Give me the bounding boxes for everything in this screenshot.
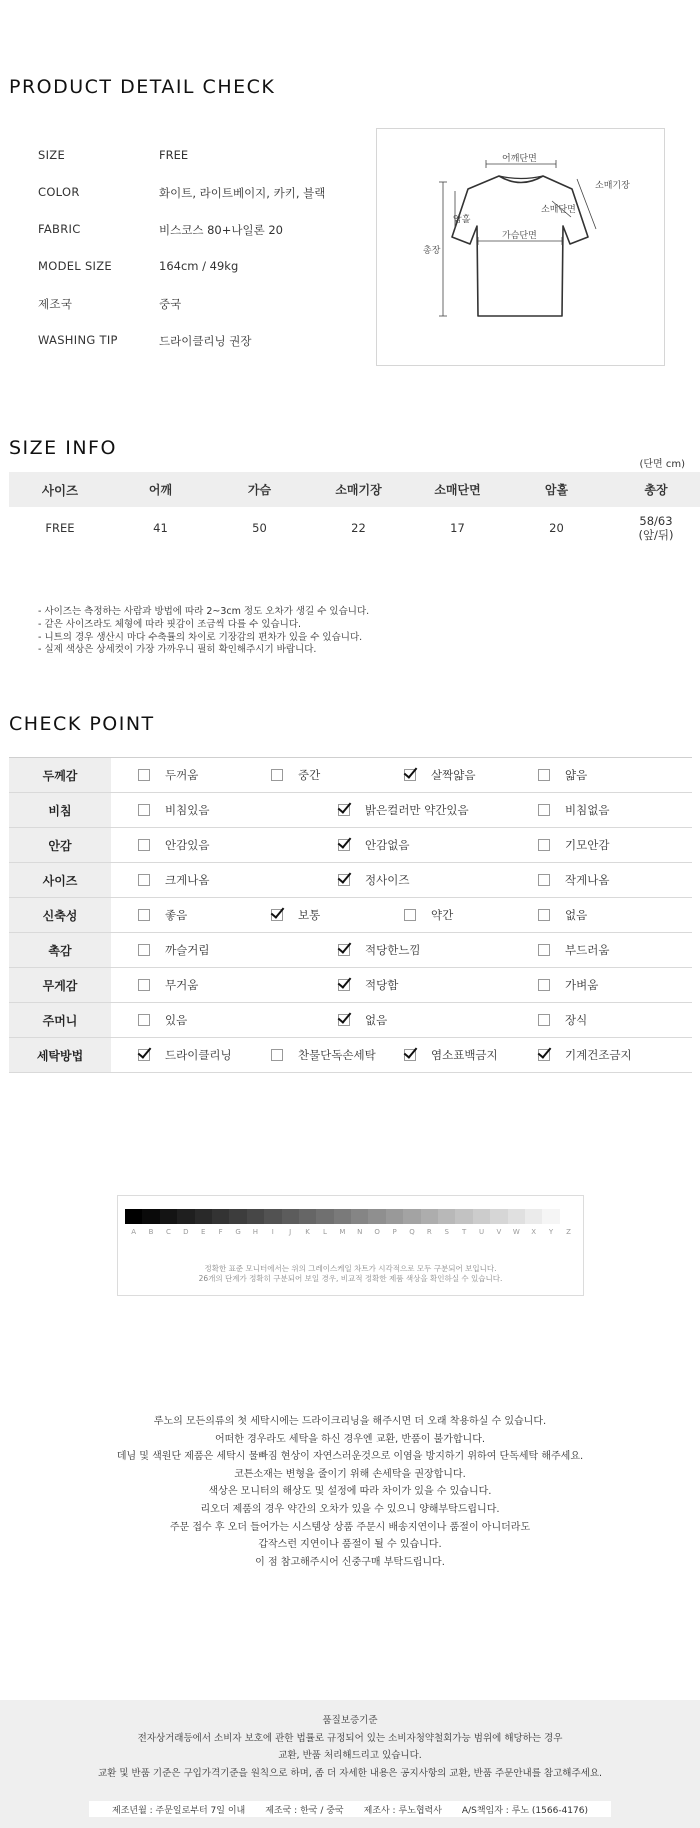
- grayscale-letter: M: [339, 1228, 346, 1236]
- check-row-washing: [9, 1038, 692, 1073]
- grayscale-letter: R: [426, 1228, 432, 1236]
- size-note: - 니트의 경우 생산시 마다 수축률의 차이로 기장감의 편차가 있을 수 있습니다.: [38, 631, 363, 643]
- check-option[interactable]: 무거움: [138, 977, 198, 993]
- care-line: 갑작스런 지연이나 품절이 될 수 있습니다.: [258, 1539, 442, 1551]
- check-option[interactable]: 찬물단독손세탁: [271, 1047, 376, 1063]
- grayscale-letter: V: [496, 1228, 502, 1236]
- size-header-sleeve-width: 소매단면: [408, 472, 507, 507]
- checkbox-checked[interactable]: [338, 804, 350, 816]
- checkbox-checked[interactable]: [271, 909, 283, 921]
- size-header-sleeve-length: 소매기장: [309, 472, 408, 507]
- grayscale-letter: Z: [566, 1228, 571, 1236]
- spec-label-color: COLOR: [38, 185, 80, 199]
- size-note: - 같은 사이즈라도 체형에 따라 핏감이 조금씩 다를 수 있습니다.: [38, 618, 302, 630]
- grayscale-swatch: [334, 1209, 351, 1224]
- check-option[interactable]: 비침있음: [138, 802, 209, 818]
- size-info-title: SIZE INFO: [9, 437, 117, 459]
- check-row-texture: [9, 933, 692, 968]
- tshirt-outline-icon: [377, 129, 664, 365]
- diagram-label-length: 총장: [423, 246, 441, 256]
- grayscale-swatch: [247, 1209, 264, 1224]
- checkbox-checked[interactable]: [138, 1049, 150, 1061]
- grayscale-letter: H: [252, 1228, 259, 1236]
- check-option[interactable]: 장식: [538, 1012, 587, 1028]
- care-line: 데님 및 색원단 제품은 세탁시 물빠짐 현상이 자연스러운것으로 이염을 방지하기 위하여 단독세탁 해주세요.: [116, 1451, 584, 1463]
- grayscale-letter: N: [357, 1228, 363, 1236]
- check-row-pocket: [9, 1003, 692, 1038]
- check-option[interactable]: 두꺼움: [138, 767, 198, 783]
- check-option[interactable]: 크게나옴: [138, 872, 209, 888]
- grayscale-note: 26개의 단계가 정확히 구분되어 보일 경우, 비교적 정확한 제품 색상을 확인하실 수 있습니다.: [198, 1274, 503, 1283]
- size-unit-note: (단면 cm): [639, 459, 685, 470]
- check-option[interactable]: 정사이즈: [338, 872, 409, 888]
- grayscale-swatch: [386, 1209, 403, 1224]
- grayscale-letter: T: [461, 1228, 467, 1236]
- product-detail-title: PRODUCT DETAIL CHECK: [9, 76, 276, 98]
- checkbox[interactable]: [538, 979, 550, 991]
- size-note: - 사이즈는 측정하는 사람과 방법에 따라 2~3cm 정도 오차가 생길 수 있습니다.: [38, 606, 370, 617]
- size-cell-sleeve-length: 22: [351, 521, 366, 535]
- spec-label-model-size: MODEL SIZE: [38, 259, 112, 273]
- check-option[interactable]: 살짝얇음: [404, 767, 475, 783]
- spec-value-size: FREE: [159, 148, 189, 162]
- checkbox[interactable]: [138, 1014, 150, 1026]
- checkbox[interactable]: [538, 769, 550, 781]
- checkbox-checked[interactable]: [338, 874, 350, 886]
- checkbox-checked[interactable]: [338, 839, 350, 851]
- grayscale-swatch: [160, 1209, 177, 1224]
- check-option[interactable]: 기모안감: [538, 837, 609, 853]
- size-table: [9, 472, 700, 549]
- grayscale-note: 정확한 표준 모니터에서는 위의 그레이스케일 차트가 시각적으로 모두 구분되어 보입니다.: [204, 1264, 497, 1273]
- grayscale-letter: O: [374, 1228, 380, 1236]
- check-option[interactable]: 작게나옴: [538, 872, 609, 888]
- footer-info-bar: [89, 1801, 611, 1817]
- grayscale-swatch: [438, 1209, 455, 1224]
- checkbox[interactable]: [138, 804, 150, 816]
- grayscale-swatch: [508, 1209, 525, 1224]
- grayscale-swatch: [421, 1209, 438, 1224]
- grayscale-letter: X: [531, 1228, 537, 1236]
- tshirt-diagram: [376, 128, 665, 366]
- grayscale-letter: C: [166, 1228, 171, 1236]
- size-cell-sleeve-width: 17: [450, 521, 465, 535]
- size-header-chest: 가슴: [210, 472, 309, 507]
- check-row-label: 세탁방법: [9, 1038, 111, 1073]
- grayscale-swatch: [212, 1209, 229, 1224]
- grayscale-letter: W: [512, 1228, 520, 1236]
- check-row-label: 사이즈: [9, 863, 111, 898]
- check-point-table: [9, 757, 692, 1073]
- checkbox[interactable]: [138, 874, 150, 886]
- check-option[interactable]: 얇음: [538, 767, 587, 783]
- grayscale-swatch: [125, 1209, 142, 1224]
- checkbox[interactable]: [138, 909, 150, 921]
- check-option[interactable]: 안감있음: [138, 837, 209, 853]
- check-row-weight: [9, 968, 692, 1003]
- checkbox[interactable]: [404, 909, 416, 921]
- table-row: [9, 507, 700, 549]
- care-line: 색상은 모니터의 해상도 및 설정에 따라 차이가 있을 수 있습니다.: [208, 1486, 492, 1498]
- grayscale-swatch: [455, 1209, 472, 1224]
- check-option[interactable]: 보통: [271, 907, 320, 923]
- checkbox[interactable]: [271, 769, 283, 781]
- check-option[interactable]: 안감없음: [338, 837, 409, 853]
- check-option[interactable]: 없음: [538, 907, 587, 923]
- diagram-label-chest: 가슴단면: [502, 231, 537, 241]
- footer-line: 교환 및 반품 기준은 구입가격기준을 원칙으로 하며, 좀 더 자세한 내용은 공지사항의 교환, 반품 주문안내를 참고해주세요.: [97, 1767, 603, 1779]
- grayscale-letter: K: [305, 1228, 310, 1236]
- grayscale-bar: [125, 1209, 577, 1224]
- spec-label-fabric: FABRIC: [38, 222, 81, 236]
- grayscale-letter: E: [201, 1228, 206, 1236]
- diagram-label-armhole: 암홀: [453, 215, 471, 225]
- quality-guarantee-footer: [0, 1700, 700, 1828]
- check-row-label: 안감: [9, 828, 111, 863]
- grayscale-chart: [117, 1195, 584, 1296]
- grayscale-swatch: [299, 1209, 316, 1224]
- spec-value-origin: 중국: [159, 297, 182, 311]
- diagram-label-sleeve-width: 소매단면: [541, 205, 576, 215]
- checkbox-checked[interactable]: [538, 1049, 550, 1061]
- size-cell-length-note: (앞/뒤): [638, 528, 674, 542]
- check-option[interactable]: 비침없음: [538, 802, 609, 818]
- grayscale-letter: Q: [409, 1228, 415, 1236]
- checkbox[interactable]: [138, 979, 150, 991]
- diagram-label-sleeve-length: 소매기장: [595, 181, 630, 191]
- checkbox[interactable]: [538, 1014, 550, 1026]
- checkbox-checked[interactable]: [338, 1014, 350, 1026]
- check-row-sheerness: [9, 793, 692, 828]
- care-line: 주문 접수 후 오더 들어가는 시스템상 상품 주문시 배송지연이나 품절이 아니더라도: [169, 1521, 531, 1533]
- spec-label-size: SIZE: [38, 148, 66, 162]
- footer-origin: 제조국 : 한국 / 중국: [265, 1805, 344, 1816]
- grayscale-swatch: [195, 1209, 212, 1224]
- care-line: 코튼소재는 변형을 줄이기 위해 손세탁을 권장합니다.: [234, 1468, 466, 1480]
- grayscale-letter: I: [271, 1228, 274, 1236]
- size-cell-length-value: 58/63: [639, 514, 673, 528]
- grayscale-swatch: [473, 1209, 490, 1224]
- check-option[interactable]: 적당함: [338, 977, 398, 993]
- checkbox-checked[interactable]: [404, 1049, 416, 1061]
- spec-label-washing-tip: WASHING TIP: [38, 333, 118, 347]
- check-row-label: 주머니: [9, 1003, 111, 1038]
- grayscale-letter: L: [323, 1228, 327, 1236]
- grayscale-letter: D: [183, 1228, 189, 1236]
- size-header-armhole: 암홀: [507, 472, 606, 507]
- check-option[interactable]: 없음: [338, 1012, 387, 1028]
- size-header-length: 총장: [606, 472, 700, 507]
- size-header-size: 사이즈: [9, 472, 111, 507]
- checkbox[interactable]: [271, 1049, 283, 1061]
- checkbox[interactable]: [538, 909, 550, 921]
- size-cell-armhole: 20: [549, 521, 564, 535]
- checkbox[interactable]: [538, 874, 550, 886]
- grayscale-swatch: [525, 1209, 542, 1224]
- spec-value-color: 화이트, 라이트베이지, 카키, 블랙: [159, 186, 326, 200]
- size-cell-chest: 50: [252, 521, 267, 535]
- grayscale-swatch: [177, 1209, 194, 1224]
- grayscale-swatch: [403, 1209, 420, 1224]
- grayscale-swatch: [282, 1209, 299, 1224]
- checkbox[interactable]: [138, 839, 150, 851]
- grayscale-letter: U: [478, 1228, 485, 1236]
- checkbox[interactable]: [538, 839, 550, 851]
- size-note: - 실제 색상은 상세컷이 가장 가까우니 필히 확인해주시기 바랍니다.: [38, 644, 317, 656]
- checkbox-checked[interactable]: [338, 979, 350, 991]
- check-option[interactable]: 드라이클리닝: [138, 1047, 232, 1063]
- check-option[interactable]: 염소표백금지: [404, 1047, 498, 1063]
- spec-label-origin: 제조국: [38, 297, 73, 311]
- grayscale-swatch: [316, 1209, 333, 1224]
- grayscale-letter: S: [444, 1228, 449, 1236]
- size-cell-length: [606, 507, 700, 549]
- footer-heading: 품질보증기준: [322, 1715, 378, 1726]
- grayscale-swatch: [490, 1209, 507, 1224]
- check-option[interactable]: 밝은컬러만 약간있음: [338, 802, 469, 818]
- grayscale-swatch: [368, 1209, 385, 1224]
- grayscale-swatch: [264, 1209, 281, 1224]
- spec-value-fabric: 비스코스 80+나일론 20: [159, 223, 283, 237]
- check-option[interactable]: 기계건조금지: [538, 1047, 632, 1063]
- check-point-title: CHECK POINT: [9, 713, 155, 735]
- check-row-stretch: [9, 898, 692, 933]
- check-row-fit: [9, 863, 692, 898]
- check-option[interactable]: 부드러움: [538, 942, 609, 958]
- care-line: 이 점 참고해주시어 신중구매 부탁드립니다.: [255, 1556, 445, 1568]
- grayscale-letter: P: [392, 1228, 397, 1236]
- size-table-header: [9, 472, 700, 507]
- grayscale-swatch: [229, 1209, 246, 1224]
- footer-manufacture-date: 제조년월 : 주문일로부터 7일 이내: [112, 1805, 246, 1816]
- check-row-lining: [9, 828, 692, 863]
- grayscale-letter: A: [131, 1228, 137, 1236]
- grayscale-letter: F: [218, 1228, 223, 1236]
- grayscale-swatch: [542, 1209, 559, 1224]
- size-notes: [38, 606, 369, 657]
- check-row-label: 신축성: [9, 898, 111, 933]
- check-option[interactable]: 가벼움: [538, 977, 598, 993]
- checkbox-checked[interactable]: [404, 769, 416, 781]
- footer-manufacturer: 제조사 : 루노협력사: [363, 1805, 442, 1816]
- footer-line: 교환, 반품 처리해드리고 있습니다.: [278, 1750, 422, 1762]
- check-option[interactable]: 적당한느낌: [338, 942, 421, 958]
- size-cell-size: FREE: [45, 521, 75, 535]
- diagram-label-shoulder: 어깨단면: [502, 154, 537, 164]
- grayscale-swatch: [560, 1209, 577, 1224]
- checkbox[interactable]: [138, 944, 150, 956]
- size-header-shoulder: 어깨: [111, 472, 210, 507]
- checkbox-checked[interactable]: [338, 944, 350, 956]
- check-row-label: 두께감: [9, 758, 111, 793]
- grayscale-letter: Y: [548, 1228, 554, 1236]
- check-option[interactable]: 약간: [404, 907, 453, 923]
- grayscale-letter: J: [289, 1228, 292, 1236]
- check-option[interactable]: 중간: [271, 767, 320, 783]
- care-line: 루노의 모든의류의 첫 세탁시에는 드라이크리닝을 해주시면 더 오래 착용하실 수 있습니다.: [153, 1416, 547, 1427]
- grayscale-swatch: [142, 1209, 159, 1224]
- grayscale-letters: [125, 1228, 577, 1236]
- size-cell-shoulder: 41: [153, 521, 168, 535]
- grayscale-letter: G: [235, 1228, 241, 1236]
- checkbox[interactable]: [538, 804, 550, 816]
- checkbox[interactable]: [138, 769, 150, 781]
- grayscale-swatch: [351, 1209, 368, 1224]
- spec-value-model-size: 164cm / 49kg: [159, 259, 239, 273]
- check-row-label: 촉감: [9, 933, 111, 968]
- footer-line: 전자상거래등에서 소비자 보호에 관한 법률로 규정되어 있는 소비자청약철회가능 범위에 해당하는 경우: [137, 1732, 563, 1744]
- check-row-label: 비침: [9, 793, 111, 828]
- care-notice: [0, 1413, 700, 1571]
- check-row-label: 무게감: [9, 968, 111, 1003]
- check-row-thickness: [9, 758, 692, 793]
- spec-value-washing-tip: 드라이클리닝 권장: [159, 334, 252, 348]
- grayscale-letter: B: [148, 1228, 154, 1236]
- checkbox[interactable]: [538, 944, 550, 956]
- care-line: 리오더 제품의 경우 약간의 오차가 있을 수 있으니 양해부탁드립니다.: [200, 1503, 500, 1515]
- check-option[interactable]: 있음: [138, 1012, 187, 1028]
- check-option[interactable]: 까슬거림: [138, 942, 209, 958]
- check-option[interactable]: 좋음: [138, 907, 187, 923]
- footer-as-contact: A/S책임자 : 루노 (1566-4176): [461, 1805, 588, 1816]
- care-line: 어떠한 경우라도 세탁을 하신 경우엔 교환, 반품이 불가합니다.: [214, 1433, 486, 1445]
